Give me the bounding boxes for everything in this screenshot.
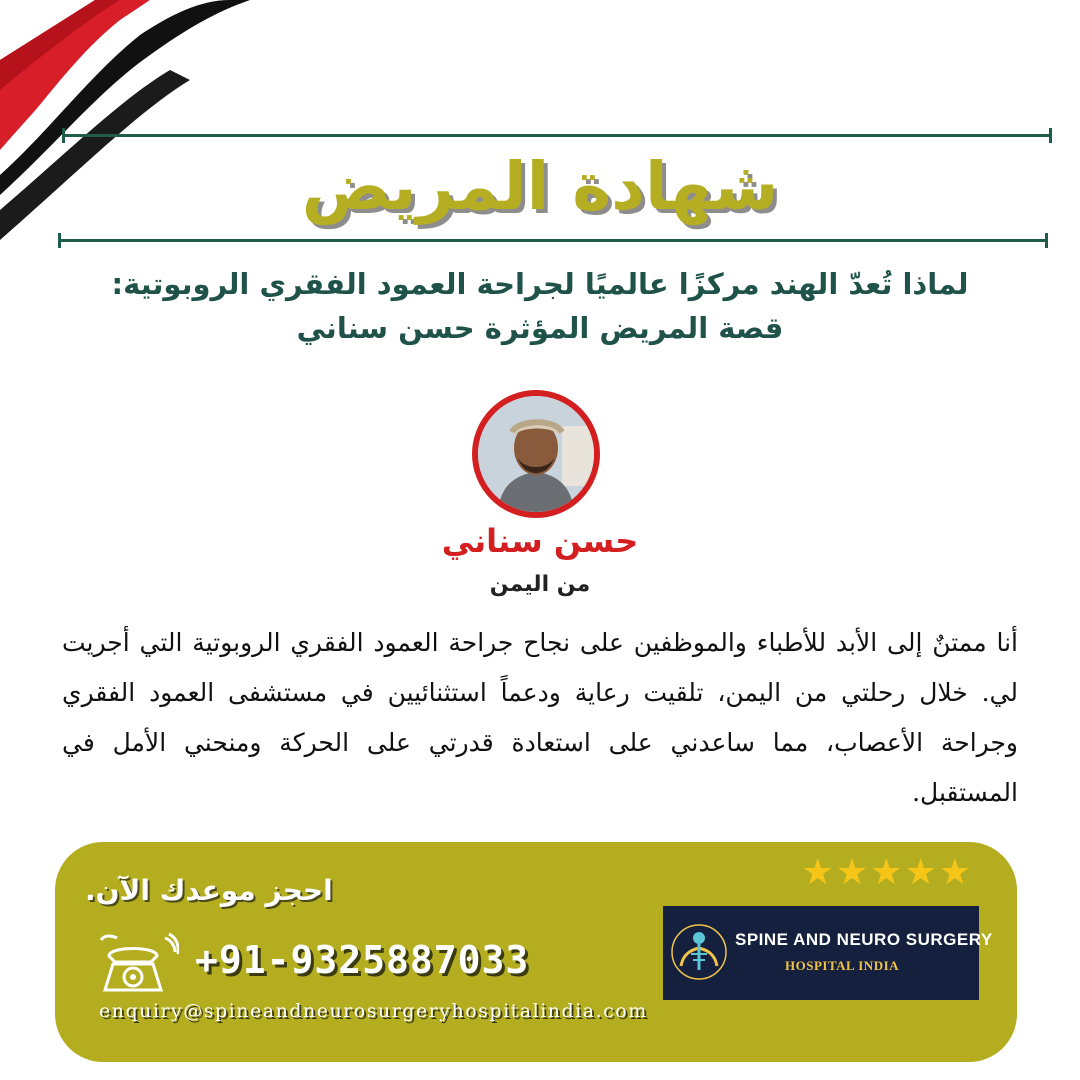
hospital-subtitle: HOSPITAL INDIA	[785, 958, 900, 973]
top-divider	[62, 134, 1052, 137]
rating-stars: ★★★★★	[801, 852, 973, 893]
hospital-name: SPINE AND NEURO SURGERY	[735, 930, 993, 949]
patient-name: حسن سناني	[441, 522, 639, 560]
subtitle-line-2: قصة المريض المؤثرة حسن سناني	[296, 311, 784, 345]
contact-panel	[55, 842, 1017, 1062]
email-address[interactable]: enquiry@spineandneurosurgeryhospitalindia.com	[99, 1000, 648, 1022]
hospital-logo	[663, 906, 993, 1000]
patient-origin: من اليمن	[489, 572, 591, 597]
bottom-divider	[58, 239, 1048, 242]
page-title: شهادة المريض	[301, 148, 779, 225]
subtitle	[40, 262, 1040, 350]
book-appointment-label: احجز موعدك الآن.	[85, 874, 333, 907]
testimonial-text: أنا ممتنٌ إلى الأبد للأطباء والموظفين على نجاح جراحة العمود الفقري الروبوتية التي أجريت لي. خلال رحلتي من اليمن، تلقيت رعاية ودعماً استثنائيين في مستشفى العمود الفقري وجراحة الأعصاب، مما ساعدني على استعادة قدرتي على الحركة ومنحني الأمل في المستقبل.	[62, 628, 1018, 807]
subtitle-line-1: لماذا تُعدّ الهند مركزًا عالميًا لجراحة العمود الفقري الروبوتية:	[111, 267, 969, 301]
telephone-icon	[95, 932, 179, 996]
phone-number[interactable]: +91-9325887033	[195, 938, 530, 982]
patient-avatar	[472, 390, 600, 518]
hospital-emblem-icon	[669, 914, 729, 992]
